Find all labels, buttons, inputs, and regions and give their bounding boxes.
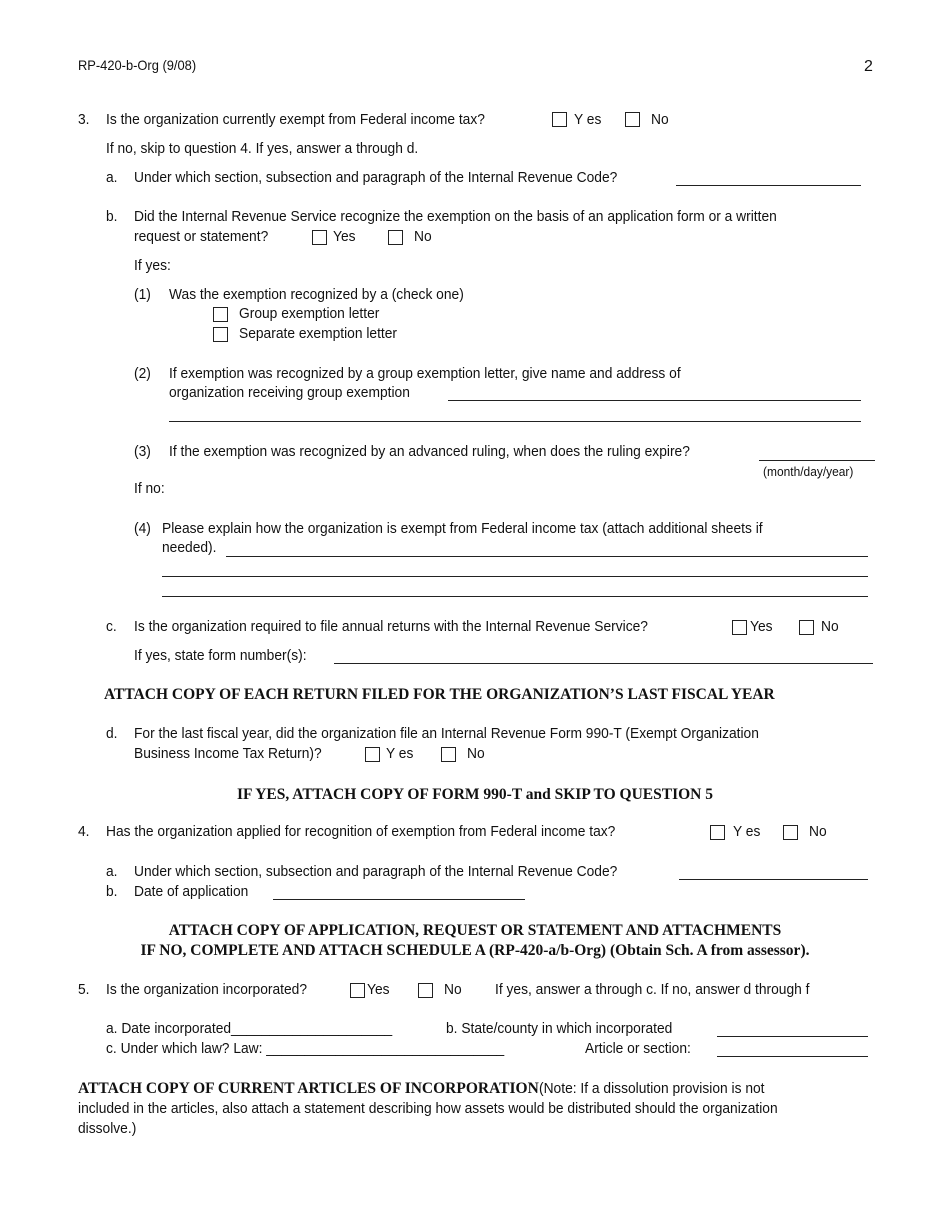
q3d-no-checkbox[interactable] bbox=[441, 747, 456, 762]
q3b-text-line2: request or statement? bbox=[134, 228, 269, 245]
q3c-label: c. bbox=[106, 618, 117, 635]
q3-p2-text-line2: organization receiving group exemption bbox=[169, 384, 410, 401]
articles-notice bbox=[78, 1079, 878, 1139]
separate-exemption-label: Separate exemption letter bbox=[239, 325, 398, 342]
q5c-text: c. Under which law? Law: _______________________________ bbox=[106, 1040, 505, 1057]
q3a-text: Under which section, subsection and paragraph of the Internal Revenue Code? bbox=[134, 169, 618, 186]
q3a-label: a. bbox=[106, 169, 118, 186]
q3-p2-input-line2[interactable] bbox=[169, 421, 861, 422]
q3c-form-label: If yes, state form number(s): bbox=[134, 647, 307, 664]
attach-application-notice: ATTACH COPY OF APPLICATION, REQUEST OR STATEMENT AND ATTACHMENTS bbox=[168, 922, 782, 939]
q3-p4-input-line1[interactable] bbox=[226, 556, 868, 557]
q4a-label: a. bbox=[106, 863, 118, 880]
q3c-text: Is the organization required to file annual returns with the Internal Revenue Service? bbox=[134, 618, 648, 635]
q5-instruction: If yes, answer a through c. If no, answer d through f bbox=[495, 981, 810, 998]
ruling-expiry-input-line[interactable] bbox=[759, 460, 875, 461]
q3-p2-input-line1[interactable] bbox=[448, 400, 861, 401]
q4-number: 4. bbox=[78, 823, 90, 840]
attach-returns-notice: ATTACH COPY OF EACH RETURN FILED FOR THE ORGANIZATION’S LAST FISCAL YEAR bbox=[104, 686, 775, 703]
page-number: 2 bbox=[864, 58, 873, 75]
q3c-no-label: No bbox=[821, 618, 839, 635]
form-number-input-line[interactable] bbox=[334, 663, 873, 664]
q3-p3-text: If the exemption was recognized by an advanced ruling, when does the ruling expire? bbox=[169, 443, 690, 460]
group-exemption-checkbox[interactable] bbox=[213, 307, 228, 322]
articles-notice-bold: ATTACH COPY OF CURRENT ARTICLES OF INCORPORATION bbox=[78, 1080, 539, 1097]
q3-if-yes: If yes: bbox=[134, 257, 171, 274]
q3d-yes-label: Y es bbox=[386, 745, 414, 762]
q5-text: Is the organization incorporated? bbox=[106, 981, 308, 998]
q5-number: 5. bbox=[78, 981, 90, 998]
q4-yes-label: Y es bbox=[733, 823, 761, 840]
q3-no-label: No bbox=[651, 111, 669, 128]
q4-no-checkbox[interactable] bbox=[783, 825, 798, 840]
application-date-input-line[interactable] bbox=[273, 899, 525, 900]
q3d-no-label: No bbox=[467, 745, 485, 762]
q3c-no-checkbox[interactable] bbox=[799, 620, 814, 635]
q3c-yes-label: Yes bbox=[750, 618, 773, 635]
q5-yes-checkbox[interactable] bbox=[350, 983, 365, 998]
q3-p4-input-line3[interactable] bbox=[162, 596, 868, 597]
q3d-text-line2: Business Income Tax Return)? bbox=[134, 745, 322, 762]
q4b-label: b. bbox=[106, 883, 118, 900]
articles-notice-note-line1: (Note: If a dissolution provision is not bbox=[538, 1080, 765, 1097]
attach-990t-notice: IF YES, ATTACH COPY OF FORM 990-T and SKIP TO QUESTION 5 bbox=[237, 786, 713, 803]
incorporation-state-input-line[interactable] bbox=[717, 1036, 868, 1037]
q3-p4-text-line1: Please explain how the organization is exempt from Federal income tax (attach additional sheets if bbox=[162, 520, 763, 537]
q3-p4-text-line2: needed). bbox=[162, 539, 217, 556]
q3-yes-checkbox[interactable] bbox=[552, 112, 567, 127]
q3-if-no: If no: bbox=[134, 480, 165, 497]
q4b-text: Date of application bbox=[134, 883, 249, 900]
q3b-yes-checkbox[interactable] bbox=[312, 230, 327, 245]
q4-text: Has the organization applied for recognition of exemption from Federal income tax? bbox=[106, 823, 616, 840]
q3-p2-number: (2) bbox=[134, 365, 151, 382]
q3-text: Is the organization currently exempt from Federal income tax? bbox=[106, 111, 485, 128]
q3-p3-number: (3) bbox=[134, 443, 151, 460]
q3-p1-number: (1) bbox=[134, 286, 151, 303]
q3-p4-input-line2[interactable] bbox=[162, 576, 868, 577]
q4-no-label: No bbox=[809, 823, 827, 840]
q3b-yes-label: Yes bbox=[333, 228, 356, 245]
q3d-text-line1: For the last fiscal year, did the organization file an Internal Revenue Form 990-T (Exempt Organization bbox=[134, 725, 759, 742]
q3b-no-checkbox[interactable] bbox=[388, 230, 403, 245]
q3-yes-label: Y es bbox=[574, 111, 602, 128]
q4a-input-line[interactable] bbox=[679, 879, 868, 880]
q3b-text-line1: Did the Internal Revenue Service recognize the exemption on the basis of an application form or a written bbox=[134, 208, 777, 225]
q5-no-label: No bbox=[444, 981, 462, 998]
articles-notice-note-line3: dissolve.) bbox=[78, 1120, 137, 1137]
q3c-yes-checkbox[interactable] bbox=[732, 620, 747, 635]
q5b-text: b. State/county in which incorporated bbox=[446, 1020, 673, 1037]
group-exemption-label: Group exemption letter bbox=[239, 305, 380, 322]
schedule-a-notice: IF NO, COMPLETE AND ATTACH SCHEDULE A (RP-420-a/b-Org) (Obtain Sch. A from assessor). bbox=[140, 942, 810, 959]
articles-notice-note-line2: included in the articles, also attach a statement describing how assets would be distributed should the organization bbox=[78, 1100, 778, 1117]
q5a-text: a. Date incorporated_____________________ bbox=[106, 1020, 393, 1037]
q3b-label: b. bbox=[106, 208, 118, 225]
q4-yes-checkbox[interactable] bbox=[710, 825, 725, 840]
q3d-yes-checkbox[interactable] bbox=[365, 747, 380, 762]
q4a-text: Under which section, subsection and paragraph of the Internal Revenue Code? bbox=[134, 863, 618, 880]
q3-number: 3. bbox=[78, 111, 90, 128]
q5-yes-label: Yes bbox=[367, 981, 390, 998]
separate-exemption-checkbox[interactable] bbox=[213, 327, 228, 342]
q3-note: If no, skip to question 4. If yes, answer a through d. bbox=[106, 140, 419, 157]
q3a-input-line[interactable] bbox=[676, 185, 861, 186]
q5c-article-label: Article or section: bbox=[585, 1040, 691, 1057]
q3-p2-text-line1: If exemption was recognized by a group exemption letter, give name and address of bbox=[169, 365, 681, 382]
q3-p1-text: Was the exemption recognized by a (check one) bbox=[169, 286, 464, 303]
article-section-input-line[interactable] bbox=[717, 1056, 868, 1057]
ruling-expiry-hint: (month/day/year) bbox=[763, 464, 854, 479]
q3b-no-label: No bbox=[414, 228, 432, 245]
q3-no-checkbox[interactable] bbox=[625, 112, 640, 127]
q3-p4-number: (4) bbox=[134, 520, 151, 537]
q3d-label: d. bbox=[106, 725, 118, 742]
form-id: RP-420-b-Org (9/08) bbox=[78, 57, 197, 73]
q5-no-checkbox[interactable] bbox=[418, 983, 433, 998]
